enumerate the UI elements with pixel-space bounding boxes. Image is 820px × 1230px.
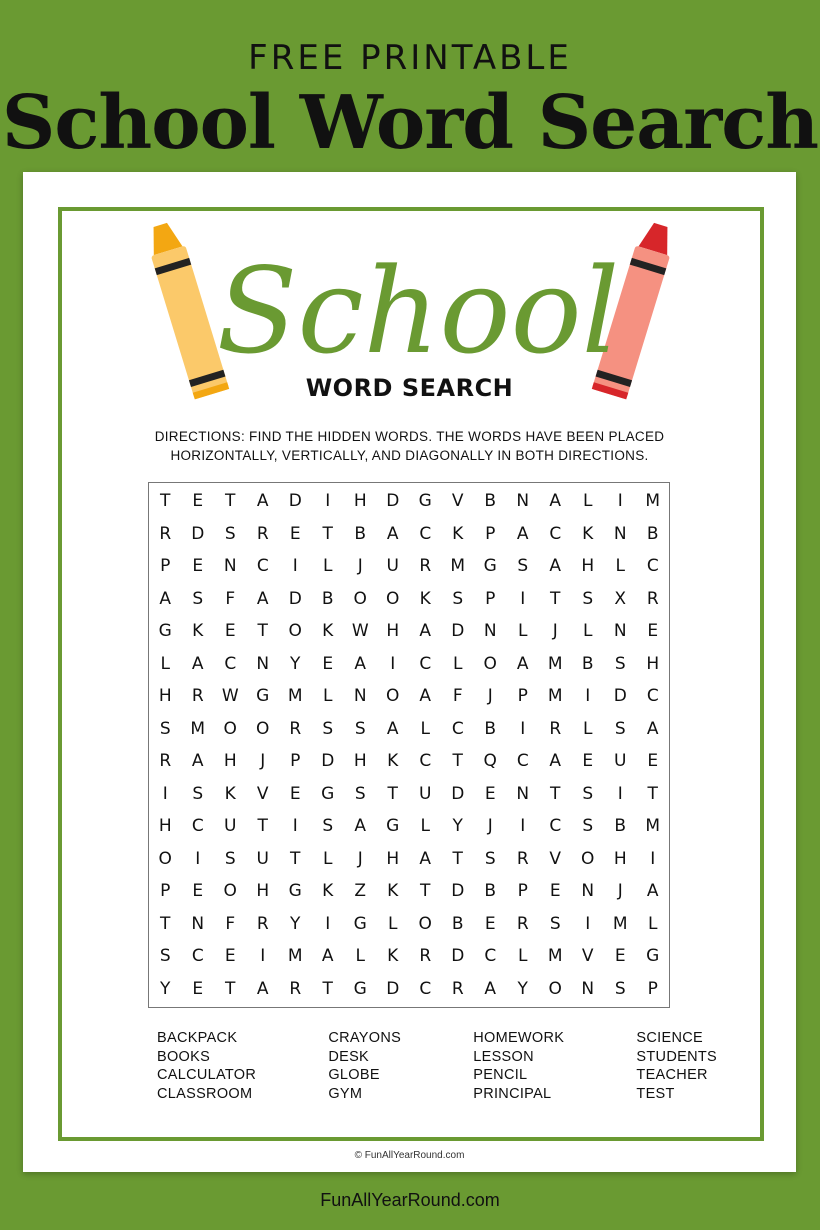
grid-letter[interactable]: P — [160, 881, 171, 902]
grid-letter[interactable]: A — [419, 686, 432, 707]
grid-letter[interactable]: N — [516, 783, 530, 804]
grid-letter[interactable]: N — [223, 556, 237, 577]
grid-letter[interactable]: K — [192, 621, 204, 642]
grid-letter[interactable]: C — [191, 946, 204, 967]
grid-letter[interactable]: F — [225, 588, 236, 609]
grid-letter[interactable]: I — [650, 848, 656, 869]
grid-letter[interactable]: W — [351, 621, 369, 642]
grid-letter[interactable]: T — [452, 751, 463, 772]
word-list-item: STUDENTS — [636, 1048, 717, 1065]
grid-letter[interactable]: E — [224, 946, 236, 967]
grid-letter[interactable]: H — [158, 686, 172, 707]
grid-letter[interactable]: D — [288, 491, 302, 512]
grid-letter[interactable]: N — [581, 978, 595, 999]
grid-letter[interactable]: O — [581, 848, 595, 869]
grid-letter[interactable]: T — [452, 848, 463, 869]
grid-letter[interactable]: S — [322, 816, 334, 837]
grid-letter[interactable]: L — [518, 621, 528, 642]
word-list-item: CLASSROOM — [157, 1085, 253, 1102]
grid-letter[interactable]: T — [322, 978, 333, 999]
grid-letter[interactable]: W — [221, 686, 239, 707]
grid-letter[interactable]: S — [354, 783, 366, 804]
grid-letter[interactable]: I — [520, 588, 526, 609]
grid-letter[interactable]: C — [451, 718, 464, 739]
grid-letter[interactable]: P — [647, 978, 658, 999]
grid-letter[interactable]: T — [290, 848, 301, 869]
grid-letter[interactable]: E — [647, 751, 659, 772]
grid-letter[interactable]: H — [613, 848, 627, 869]
grid-letter[interactable]: G — [353, 913, 367, 934]
grid-letter[interactable]: U — [419, 783, 432, 804]
word-list-item: GLOBE — [328, 1067, 380, 1083]
grid-letter[interactable]: T — [550, 783, 561, 804]
grid-letter[interactable]: K — [387, 751, 399, 772]
grid-letter[interactable]: G — [646, 946, 660, 967]
grid-letter[interactable]: T — [225, 491, 236, 512]
grid-letter[interactable]: J — [552, 621, 558, 642]
grid-letter[interactable]: F — [452, 686, 463, 707]
grid-letter[interactable]: A — [386, 718, 399, 739]
grid-letter[interactable]: A — [159, 588, 172, 609]
site-footer: FunAllYearRound.com — [320, 1190, 500, 1210]
grid-letter[interactable]: K — [452, 523, 464, 544]
word-list-column — [328, 1029, 401, 1103]
grid-letter[interactable]: K — [387, 881, 399, 902]
grid-letter[interactable]: H — [353, 751, 367, 772]
grid-letter[interactable]: L — [323, 686, 333, 707]
grid-letter[interactable]: Y — [290, 913, 301, 934]
grid-letter[interactable]: D — [451, 783, 465, 804]
grid-letter[interactable]: G — [418, 491, 432, 512]
grid-letter[interactable]: P — [517, 686, 528, 707]
grid-letter[interactable]: V — [549, 848, 562, 869]
grid-letter[interactable]: O — [158, 848, 172, 869]
grid-letter[interactable]: R — [256, 523, 269, 544]
grid-letter[interactable]: A — [321, 946, 334, 967]
grid-letter[interactable]: M — [190, 718, 206, 739]
word-list-item: LESSON — [473, 1048, 534, 1065]
grid-letter[interactable]: E — [289, 783, 301, 804]
grid-letter[interactable]: D — [386, 491, 400, 512]
grid-letter[interactable]: S — [322, 718, 334, 739]
grid-letter[interactable]: G — [158, 621, 172, 642]
grid-letter[interactable]: V — [256, 783, 269, 804]
grid-letter[interactable]: G — [321, 783, 335, 804]
grid-letter[interactable]: V — [581, 946, 594, 967]
grid-letter[interactable]: B — [451, 913, 464, 934]
grid-letter[interactable]: X — [614, 588, 627, 609]
grid-letter[interactable]: I — [260, 946, 266, 967]
grid-letter[interactable]: E — [192, 556, 204, 577]
grid-letter[interactable]: J — [487, 816, 493, 837]
grid-letter[interactable]: T — [257, 816, 268, 837]
word-list-item: BACKPACK — [157, 1030, 238, 1046]
grid-letter[interactable]: L — [615, 556, 625, 577]
grid-letter[interactable]: O — [256, 718, 270, 739]
grid-letter[interactable]: S — [159, 946, 171, 967]
grid-letter[interactable]: G — [353, 978, 367, 999]
grid-letter[interactable]: R — [289, 978, 302, 999]
grid-letter[interactable]: L — [323, 556, 333, 577]
word-list-item: BOOKS — [157, 1048, 211, 1065]
grid-letter[interactable]: R — [646, 588, 659, 609]
grid-letter[interactable]: U — [614, 751, 627, 772]
grid-letter[interactable]: U — [386, 556, 399, 577]
grid-letter[interactable]: L — [583, 621, 593, 642]
grid-letter[interactable]: N — [581, 881, 595, 902]
word-list-item: DESK — [328, 1048, 370, 1065]
word-list — [157, 1029, 717, 1103]
grid-letter[interactable]: L — [388, 913, 398, 934]
grid-letter[interactable]: R — [289, 718, 302, 739]
grid-letter[interactable]: T — [160, 913, 171, 934]
grid-letter[interactable]: E — [192, 491, 204, 512]
grid-letter[interactable]: H — [386, 621, 400, 642]
grid-letter[interactable]: T — [322, 523, 333, 544]
word-list-item: PENCIL — [473, 1067, 528, 1083]
grid-letter[interactable]: H — [256, 881, 270, 902]
grid-letter[interactable]: P — [517, 881, 528, 902]
grid-letter[interactable]: S — [614, 653, 626, 674]
grid-letter[interactable]: L — [518, 946, 528, 967]
grid-letter[interactable]: N — [256, 653, 270, 674]
grid-letter[interactable]: S — [224, 848, 236, 869]
grid-letter[interactable]: A — [419, 621, 432, 642]
grid-letter[interactable]: L — [160, 653, 170, 674]
grid-letter[interactable]: I — [162, 783, 168, 804]
grid-letter[interactable]: L — [323, 848, 333, 869]
grid-letter[interactable]: A — [256, 491, 269, 512]
grid-letter[interactable]: C — [419, 978, 432, 999]
grid-letter[interactable]: Q — [483, 751, 497, 772]
grid-letter[interactable]: N — [191, 913, 205, 934]
grid-letter[interactable]: A — [646, 718, 659, 739]
grid-letter[interactable]: O — [548, 978, 562, 999]
grid-letter[interactable]: A — [386, 523, 399, 544]
grid-letter[interactable]: S — [549, 913, 561, 934]
grid-letter[interactable]: K — [322, 621, 334, 642]
grid-letter[interactable]: E — [192, 978, 204, 999]
grid-letter[interactable]: I — [520, 718, 526, 739]
grid-letter[interactable]: R — [191, 686, 204, 707]
grid-letter[interactable]: T — [647, 783, 658, 804]
grid-letter[interactable]: B — [484, 718, 497, 739]
grid-letter[interactable]: M — [547, 686, 563, 707]
grid-letter[interactable]: E — [322, 653, 334, 674]
word-list-item: HOMEWORK — [473, 1030, 565, 1046]
grid-letter[interactable]: I — [520, 816, 526, 837]
grid-letter[interactable]: M — [547, 946, 563, 967]
grid-letter[interactable]: G — [256, 686, 270, 707]
grid-letter[interactable]: T — [160, 491, 171, 512]
word-list-item: GYM — [328, 1085, 363, 1102]
grid-letter[interactable]: S — [582, 816, 594, 837]
grid-letter[interactable]: T — [225, 978, 236, 999]
grid-letter[interactable]: M — [645, 491, 661, 512]
grid-letter[interactable]: D — [191, 523, 205, 544]
grid-letter[interactable]: M — [287, 946, 303, 967]
page-kicker: FREE PRINTABLE — [248, 38, 572, 78]
word-list-column — [473, 1029, 564, 1103]
grid-letter[interactable]: A — [484, 978, 497, 999]
grid-letter[interactable]: J — [357, 848, 363, 869]
grid-letter[interactable]: N — [613, 523, 627, 544]
grid-letter[interactable]: P — [485, 588, 496, 609]
grid-letter[interactable]: S — [582, 783, 594, 804]
grid-letter[interactable]: O — [223, 718, 237, 739]
grid-letter[interactable]: S — [192, 783, 204, 804]
grid-letter[interactable]: J — [357, 556, 363, 577]
grid-letter[interactable]: A — [516, 653, 529, 674]
grid-letter[interactable]: Y — [452, 816, 463, 837]
grid-letter[interactable]: O — [386, 686, 400, 707]
grid-letter[interactable]: S — [517, 556, 529, 577]
grid-letter[interactable]: I — [325, 913, 331, 934]
grid-letter[interactable]: A — [549, 491, 562, 512]
grid-letter[interactable]: Y — [160, 978, 171, 999]
directions — [83, 427, 736, 465]
grid-letter[interactable]: D — [451, 621, 465, 642]
grid-letter[interactable]: H — [158, 816, 172, 837]
grid-letter[interactable]: A — [419, 848, 432, 869]
grid-letter[interactable]: I — [617, 783, 623, 804]
grid-letter[interactable]: O — [386, 588, 400, 609]
grid-letter[interactable]: D — [451, 881, 465, 902]
word-list-item: SCIENCE — [636, 1030, 703, 1046]
grid-letter[interactable]: L — [420, 816, 430, 837]
grid-letter[interactable]: D — [451, 946, 465, 967]
grid-letter[interactable]: C — [419, 523, 432, 544]
grid-letter[interactable]: L — [355, 946, 365, 967]
grid-letter[interactable]: T — [420, 881, 431, 902]
grid-letter[interactable]: A — [354, 816, 367, 837]
grid-letter[interactable]: Y — [517, 978, 528, 999]
word-list-item: PRINCIPAL — [473, 1085, 552, 1102]
grid-letter[interactable]: A — [256, 588, 269, 609]
grid-letter[interactable]: S — [224, 523, 236, 544]
word-list-item: CRAYONS — [328, 1030, 402, 1046]
grid-letter[interactable]: C — [549, 523, 562, 544]
grid-letter[interactable]: Y — [290, 653, 301, 674]
grid-letter[interactable]: A — [191, 653, 204, 674]
grid-letter[interactable]: M — [645, 816, 661, 837]
directions-line-1: DIRECTIONS: FIND THE HIDDEN WORDS. THE WORDS HAVE BEEN PLACED — [154, 429, 665, 444]
grid-letter[interactable]: A — [646, 881, 659, 902]
grid-letter[interactable]: G — [288, 881, 302, 902]
grid-letter[interactable]: S — [452, 588, 464, 609]
grid-letter[interactable]: H — [581, 556, 595, 577]
grid-letter[interactable]: C — [516, 751, 529, 772]
grid-letter[interactable]: N — [483, 621, 497, 642]
grid-letter[interactable]: O — [418, 913, 432, 934]
grid-letter[interactable]: S — [159, 718, 171, 739]
grid-letter[interactable]: I — [585, 913, 591, 934]
grid-letter[interactable]: K — [582, 523, 594, 544]
grid-letter[interactable]: R — [419, 556, 432, 577]
grid-letter[interactable]: L — [583, 491, 593, 512]
grid-letter[interactable]: S — [614, 718, 626, 739]
grid-letter[interactable]: F — [225, 913, 236, 934]
grid-letter[interactable]: C — [419, 653, 432, 674]
grid-letter[interactable]: O — [223, 881, 237, 902]
word-list-column — [157, 1029, 256, 1103]
grid-letter[interactable]: D — [613, 686, 627, 707]
grid-letter[interactable]: O — [288, 621, 302, 642]
grid-letter[interactable]: I — [195, 848, 201, 869]
grid-letter[interactable]: J — [617, 881, 623, 902]
grid-letter[interactable]: G — [483, 556, 497, 577]
grid-letter[interactable]: C — [191, 816, 204, 837]
grid-letter[interactable]: E — [582, 751, 594, 772]
directions-line-2: HORIZONTALLY, VERTICALLY, AND DIAGONALLY IN BOTH DIRECTIONS. — [170, 448, 649, 463]
grid-letter[interactable]: L — [453, 653, 463, 674]
grid-letter[interactable]: Z — [354, 881, 367, 902]
grid-letter[interactable]: T — [550, 588, 561, 609]
letter-grid — [148, 482, 670, 1008]
grid-letter[interactable]: M — [612, 913, 628, 934]
grid-letter[interactable]: B — [646, 523, 659, 544]
grid-letter[interactable]: A — [516, 523, 529, 544]
grid-letter[interactable]: R — [549, 718, 562, 739]
grid-letter[interactable]: A — [549, 556, 562, 577]
grid-letter[interactable]: T — [257, 621, 268, 642]
grid-letter[interactable]: A — [549, 751, 562, 772]
grid-letter[interactable]: C — [646, 686, 659, 707]
grid-letter[interactable]: G — [386, 816, 400, 837]
grid-letter[interactable]: I — [585, 686, 591, 707]
grid-letter[interactable]: D — [321, 751, 335, 772]
grid-letter[interactable]: H — [386, 848, 400, 869]
word-list-column — [636, 1029, 717, 1103]
grid-letter[interactable]: O — [353, 588, 367, 609]
grid-letter[interactable]: H — [646, 653, 660, 674]
grid-letter[interactable]: C — [484, 946, 497, 967]
grid-letter[interactable]: O — [483, 653, 497, 674]
worksheet — [23, 172, 796, 1172]
grid-letter[interactable]: B — [321, 588, 334, 609]
grid-letter[interactable]: C — [224, 653, 237, 674]
grid-letter[interactable]: S — [354, 718, 366, 739]
grid-letter[interactable]: S — [614, 978, 626, 999]
grid-letter[interactable]: B — [484, 491, 497, 512]
grid-letter[interactable]: R — [159, 751, 172, 772]
grid-letter[interactable]: U — [224, 816, 237, 837]
script-title: School — [216, 242, 620, 380]
grid-letter[interactable]: S — [582, 588, 594, 609]
page-title: School Word Search — [1, 80, 819, 166]
grid-letter[interactable]: E — [224, 621, 236, 642]
grid-letter[interactable]: R — [516, 913, 529, 934]
word-list-item: CALCULATOR — [157, 1067, 257, 1083]
grid-letter[interactable]: S — [192, 588, 204, 609]
grid-letter[interactable]: D — [386, 978, 400, 999]
grid-letter[interactable]: P — [160, 556, 171, 577]
grid-letter[interactable]: K — [387, 946, 399, 967]
grid-letter[interactable]: J — [260, 751, 266, 772]
grid-letter[interactable]: M — [450, 556, 466, 577]
grid-letter[interactable]: I — [325, 491, 331, 512]
credit-line: © FunAllYearRound.com — [354, 1150, 465, 1161]
grid-letter[interactable]: P — [290, 751, 301, 772]
grid-letter[interactable]: B — [484, 881, 497, 902]
grid-letter[interactable]: R — [256, 913, 269, 934]
grid-letter[interactable]: E — [614, 946, 626, 967]
grid-letter[interactable]: A — [191, 751, 204, 772]
grid-letter[interactable]: K — [322, 881, 334, 902]
grid-letter[interactable]: E — [484, 913, 496, 934]
grid-letter[interactable]: I — [617, 491, 623, 512]
grid-letter[interactable]: B — [581, 653, 594, 674]
grid-letter[interactable]: A — [256, 978, 269, 999]
grid-letter[interactable]: C — [549, 816, 562, 837]
grid-letter[interactable]: R — [419, 946, 432, 967]
grid-letter[interactable]: E — [549, 881, 561, 902]
grid-letter[interactable]: T — [387, 783, 398, 804]
grid-letter[interactable]: E — [289, 523, 301, 544]
grid-letter[interactable]: D — [288, 588, 302, 609]
grid-letter[interactable]: L — [420, 718, 430, 739]
grid-letter[interactable]: A — [354, 653, 367, 674]
grid-letter[interactable]: B — [614, 816, 627, 837]
grid-letter[interactable]: R — [159, 523, 172, 544]
word-list-item: TEACHER — [636, 1067, 708, 1083]
grid-letter[interactable]: H — [353, 491, 367, 512]
grid-letter[interactable]: B — [354, 523, 367, 544]
grid-letter[interactable]: I — [292, 816, 298, 837]
grid-letter[interactable]: C — [419, 751, 432, 772]
grid-letter[interactable]: P — [485, 523, 496, 544]
grid-letter[interactable]: K — [419, 588, 431, 609]
grid-letter[interactable]: N — [516, 491, 530, 512]
grid-letter[interactable]: N — [353, 686, 367, 707]
grid-letter[interactable]: E — [192, 881, 204, 902]
grid-letter[interactable]: C — [256, 556, 269, 577]
grid-letter[interactable]: M — [287, 686, 303, 707]
grid-letter[interactable]: L — [648, 913, 658, 934]
word-list-item: TEST — [636, 1085, 675, 1102]
grid-letter[interactable]: R — [516, 848, 529, 869]
grid-letter[interactable]: R — [451, 978, 464, 999]
grid-letter[interactable]: S — [484, 848, 496, 869]
grid-letter[interactable]: K — [224, 783, 236, 804]
grid-letter[interactable]: I — [292, 556, 298, 577]
grid-letter[interactable]: E — [647, 621, 659, 642]
grid-letter[interactable]: V — [451, 491, 464, 512]
grid-letter[interactable]: I — [390, 653, 396, 674]
grid-letter[interactable]: H — [223, 751, 237, 772]
grid-letter[interactable]: J — [487, 686, 493, 707]
grid-letter[interactable]: E — [484, 783, 496, 804]
grid-letter[interactable]: U — [256, 848, 269, 869]
grid-letter[interactable]: L — [583, 718, 593, 739]
grid-letter[interactable]: M — [547, 653, 563, 674]
grid-letter[interactable]: N — [613, 621, 627, 642]
grid-letter[interactable]: C — [646, 556, 659, 577]
worksheet-subtitle: WORD SEARCH — [305, 374, 514, 402]
